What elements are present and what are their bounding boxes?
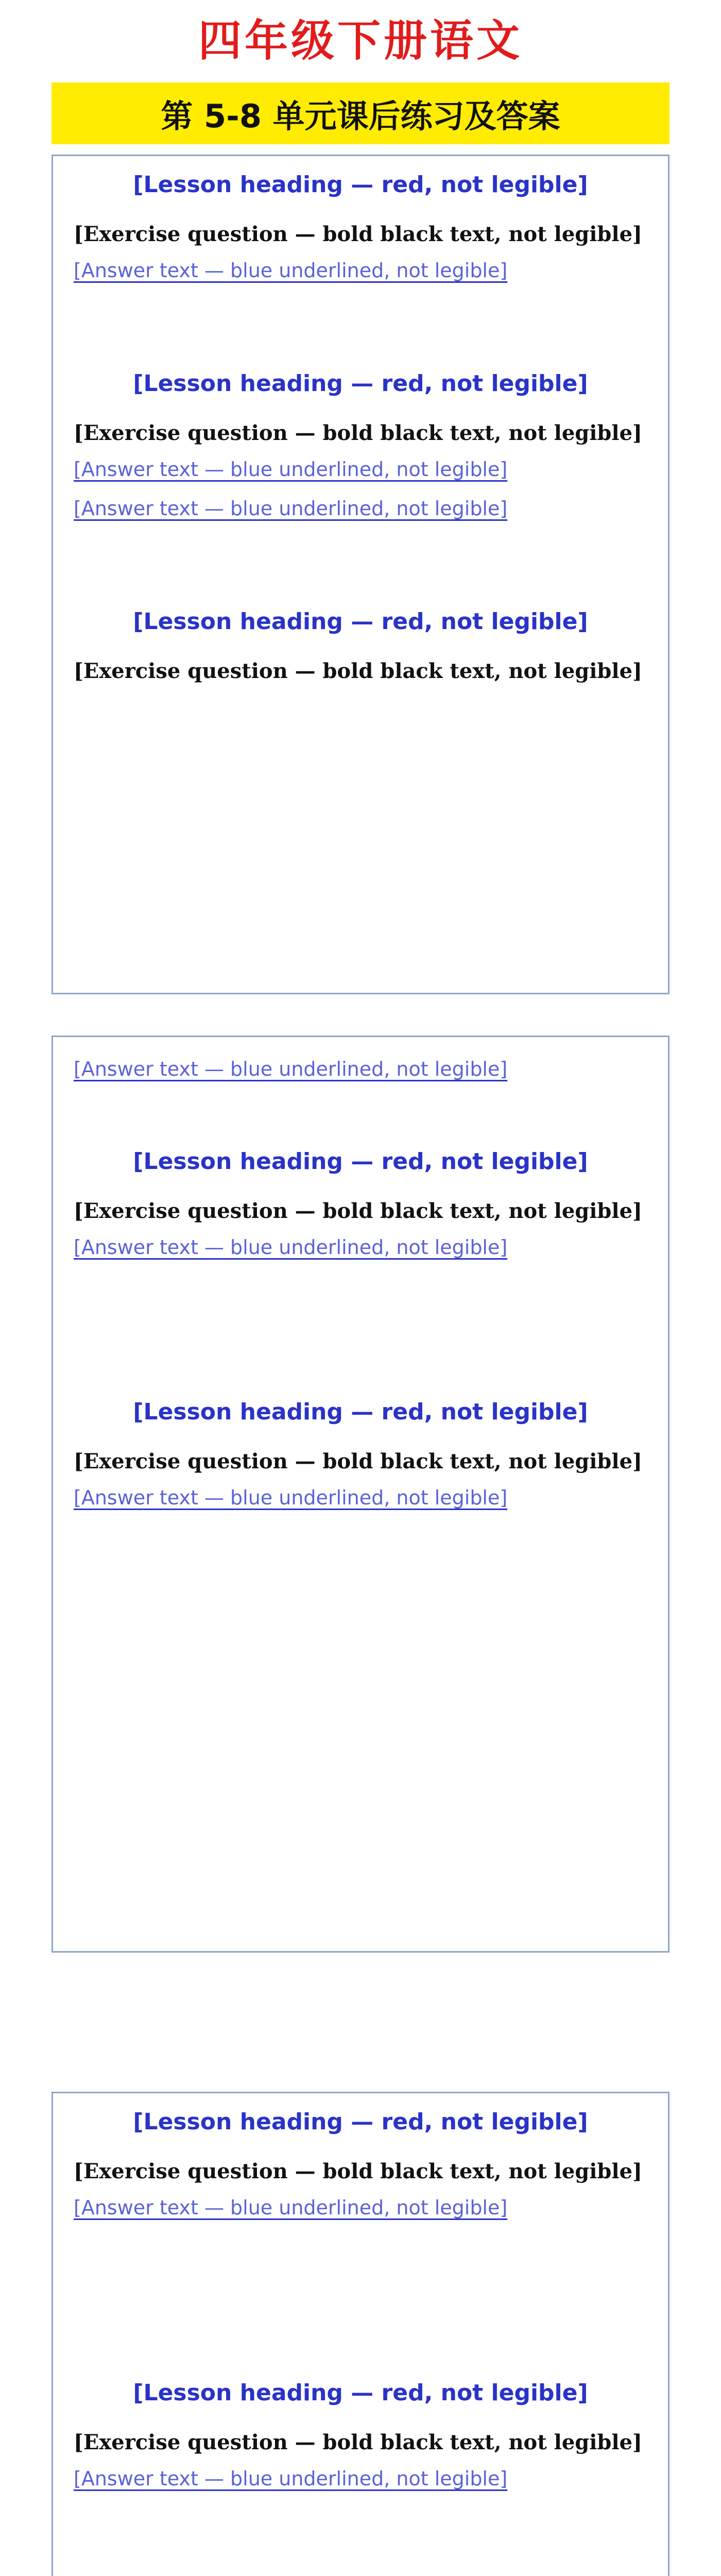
spacer [53,2230,668,2364]
question-text: [Exercise question — bold black text, not legible] [74,421,642,445]
lesson-panel-3 [52,2092,670,2576]
lesson-heading: [Lesson heading — red, not legible] [133,370,588,397]
spacer [53,293,668,355]
spacer [53,2501,668,2576]
subtitle-banner [52,82,670,144]
answer-text: [Answer text — blue underlined, not legible] [74,259,508,282]
question-text: [Exercise question — bold black text, not legible] [74,659,642,683]
answer-text: [Answer text — blue underlined, not legible] [74,2196,508,2219]
question-text: [Exercise question — bold black text, not legible] [74,222,642,246]
page-title: 四年级下册语文 [198,15,523,66]
answer-text: [Answer text — blue underlined, not legible] [74,2467,508,2490]
lesson-panel-2 [52,1036,670,1953]
answer-text: [Answer text — blue underlined, not legible] [74,458,508,481]
subtitle-text: 第 5-8 单元课后练习及答案 [161,97,560,135]
answer-text: [Answer text — blue underlined, not legible] [74,1058,508,1080]
lesson-heading: [Lesson heading — red, not legible] [133,2108,588,2135]
spacer [53,1092,668,1133]
lesson-heading: [Lesson heading — red, not legible] [133,171,588,198]
lesson-heading: [Lesson heading — red, not legible] [133,1148,588,1175]
spacer [53,1270,668,1383]
question-text: [Exercise question — bold black text, not legible] [74,1449,642,1473]
question-text: [Exercise question — bold black text, not legible] [74,2159,642,2183]
answer-text: [Answer text — blue underlined, not legible] [74,1236,508,1259]
spacer [53,531,668,593]
lesson-heading: [Lesson heading — red, not legible] [133,2379,588,2406]
lesson-panel-1 [52,155,670,994]
question-text: [Exercise question — bold black text, not legible] [74,1199,642,1223]
lesson-heading: [Lesson heading — red, not legible] [133,1398,588,1425]
answer-text: [Answer text — blue underlined, not legible] [74,497,508,520]
question-text: [Exercise question — bold black text, not legible] [74,2430,642,2454]
answer-text: [Answer text — blue underlined, not legible] [74,1486,508,1509]
lesson-heading: [Lesson heading — red, not legible] [133,608,588,635]
